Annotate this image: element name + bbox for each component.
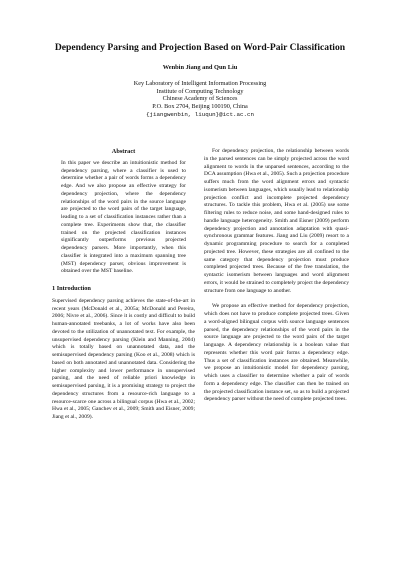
affiliation-line: Institute of Computing Technology [156, 87, 244, 95]
left-column [52, 148, 195, 422]
abstract-text: In this paper we describe an intuitionistic method for dependency parsing, where a classifier is used to determine whether a pair of words forms a dependency edge. And we also propose an effective strategy for dependency projection, where the dependency relationships of the word pairs in the source language are projected to the word pairs of the target language, leading to a set of classification instances rather than a complete tree. Experiments show that, the classifier trained on the projected classification instances significantly outperforms previous projected dependency parsers. More importantly, when this classifier is integrated into a maximum spanning tree (MST) dependency parser, obvious improvement is obtained over the MST baseline. [61, 159, 186, 275]
affiliation-block [0, 80, 400, 119]
section-heading-introduction: 1 Introduction [52, 285, 91, 292]
affiliation-line: Chinese Academy of Sciences [162, 95, 238, 103]
abstract-body [52, 160, 195, 276]
affiliation-line: Key Laboratory of Intelligent Information Processing [133, 80, 267, 87]
paper-title: Dependency Parsing and Projection Based on Word-Pair Classification [54, 42, 346, 53]
author-email: {jiangwenbin, liuqun}@ict.ac.cn [146, 110, 254, 118]
right-column [204, 148, 349, 404]
affiliation-line: P.O. Box 2704, Beijing 100190, China [152, 103, 248, 111]
body-paragraph: For dependency projection, the relationship between words in the parsed sentences can be simply projected across the word alignment to words in the unparsed sentences, according to the DCA assumption (Hwa et al., 2005). Such a projection procedure suffers much from the word alignment errors and syntactic isomerism between languages, which usually lead to relationship projection conflict and incomplete projected dependency structures. To tackle this problem, Hwa et al. (2005) use some filtering rules to reduce noise, and some hand-designed rules to handle language heterogeneity. Smith and Eisner (2009) perform dependency projection and annotation adaptation with quasi-synchronous grammar features. Jiang and Liu (2009) resort to a dynamic programming procedure to search for a completed projected tree. However, these strategies are all confined to the same category that dependency projection must produce completed projected trees. Because of the free translation, the syntactic isomerism between languages and word alignment errors, it would be strained to completely project the dependency structure from one language to another. [204, 148, 349, 294]
paper-authors: Wenbin Jiang and Qun Liu [162, 64, 238, 71]
intro-paragraph: Supervised dependency parsing achieves the state-of-the-art in recent years (McDonald et al., 2005a; McDonald and Pereira, 2006; Nivre et al., 2006). Since it is costly and difficult to build human-annotated treebanks, a lot of works have also been devoted to the utilization of unannotated text. For example, the unsupervised dependency parsing (Klein and Manning, 2004) which is totally based on unannotated data, and the semisupervised dependency parsing (Koo et al., 2008) which is based on both annotated and unannotated data. Considering the higher complexity and lower performance in unsupervised parsing, and the need of reliable priori knowledge in semisupervised parsing, it is a promising strategy to project the dependency structures from a resource-rich language to a resource-scarce one across a bilingual corpus (Hwa et al., 2002; Hwa et al., 2005; Ganchev et al., 2009; Smith and Eisner, 2009; Jiang et al., 2009). [52, 297, 195, 420]
abstract-heading: Abstract [111, 148, 136, 155]
body-paragraph: We propose an effective method for dependency projection, which does not have to produce complete projected trees. Given a word-aligned bilingual corpus with source language sentences parsed, the dependency relationships of the word pairs in the source language are projected to the word pairs of the target language. A dependency relationship is a boolean value that represents whether this word pair forms a dependency edge. Thus a set of classification instances are obtained. Meanwhile, we propose an intuitionistic model for dependency parsing, which uses a classifier to determine whether a pair of words form a dependency edge. The classifier can then be trained on the projected classification instance set, so as to build a projected dependency parser without the need of complete projected trees. [204, 303, 349, 403]
